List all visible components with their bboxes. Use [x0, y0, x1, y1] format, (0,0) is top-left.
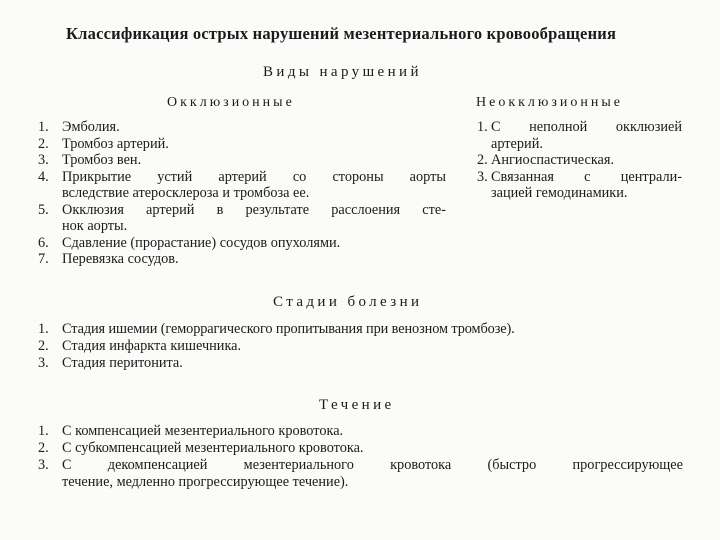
list-item	[38, 152, 446, 169]
item-number: 2.	[38, 440, 49, 456]
stages-list	[38, 321, 683, 372]
item-number: 5.	[38, 201, 49, 218]
item-text: Стадия ишемии (геморрагического пропитывания при венозном тромбозе).	[62, 321, 515, 337]
item-number: 1.	[38, 423, 49, 439]
list-item	[38, 202, 446, 235]
item-number: 2.	[477, 152, 488, 168]
item-text: С декомпенсацией мезентериального кровотока (быстро прогрессирующее	[62, 457, 683, 473]
item-number: 3.	[38, 355, 49, 371]
item-text-continued: течение, медленно прогрессирующее течение).	[62, 474, 349, 490]
item-number: 6.	[38, 234, 49, 251]
item-number: 3.	[477, 168, 488, 185]
item-number: 7.	[38, 251, 49, 267]
item-number: 1.	[38, 321, 49, 337]
item-text: Перевязка сосудов.	[62, 251, 179, 267]
column-heading-non-occlusive: Неокклюзионные	[476, 95, 623, 110]
item-text: С компенсацией мезентериального кровотока.	[62, 423, 344, 439]
page-title: Классификация острых нарушений мезентериального кровообращения	[66, 24, 617, 43]
item-number: 2.	[38, 135, 49, 152]
section-heading-stages: Стадии болезни	[273, 294, 423, 310]
item-text: Тромбоз артерий.	[62, 135, 169, 152]
item-text: Эмболия.	[62, 119, 120, 135]
occlusive-list	[38, 119, 446, 268]
item-number: 3.	[38, 152, 49, 168]
item-text: Ангиоспастическая.	[491, 152, 615, 168]
course-list	[38, 423, 683, 491]
list-item	[38, 423, 683, 440]
item-text: Окклюзия артерий в результате расслоения сте-	[62, 201, 446, 218]
item-number: 1.	[38, 119, 49, 135]
item-text: С субкомпенсацией мезентериального кровотока.	[62, 440, 364, 456]
item-number: 2.	[38, 338, 49, 354]
item-text-continued: нок аорты.	[62, 218, 128, 234]
non-occlusive-list	[477, 119, 682, 202]
list-item	[38, 235, 446, 252]
list-item	[38, 136, 446, 153]
item-text-continued: зацией гемодинамики.	[491, 185, 628, 201]
list-item	[38, 321, 683, 338]
list-item	[38, 119, 446, 136]
list-item	[38, 457, 683, 491]
item-text-continued: вследствие атеросклероза и тромбоза ее.	[62, 185, 310, 201]
item-text: Прикрытие устий артерий со стороны аорты	[62, 168, 446, 185]
column-heading-occlusive: Окклюзионные	[167, 95, 295, 110]
item-text: С неполной окклюзией	[491, 119, 682, 135]
item-number: 1.	[477, 119, 488, 135]
list-item	[477, 119, 682, 152]
item-text: Стадия инфаркта кишечника.	[62, 338, 242, 354]
item-text: Связанная с централи-	[491, 168, 682, 185]
section-heading-violations: Виды нарушений	[263, 64, 422, 80]
item-text-continued: артерий.	[491, 135, 543, 152]
item-number: 4.	[38, 168, 49, 185]
item-text: Стадия перитонита.	[62, 355, 183, 371]
item-number: 3.	[38, 457, 49, 473]
list-item	[38, 440, 683, 457]
list-item	[477, 152, 682, 169]
list-item	[38, 169, 446, 202]
list-item	[38, 355, 683, 372]
item-text: Сдавление (прорастание) сосудов опухолями.	[62, 234, 341, 251]
list-item	[38, 338, 683, 355]
list-item	[477, 169, 682, 202]
item-text: Тромбоз вен.	[62, 152, 142, 168]
section-heading-course: Течение	[319, 397, 395, 413]
list-item	[38, 251, 446, 268]
